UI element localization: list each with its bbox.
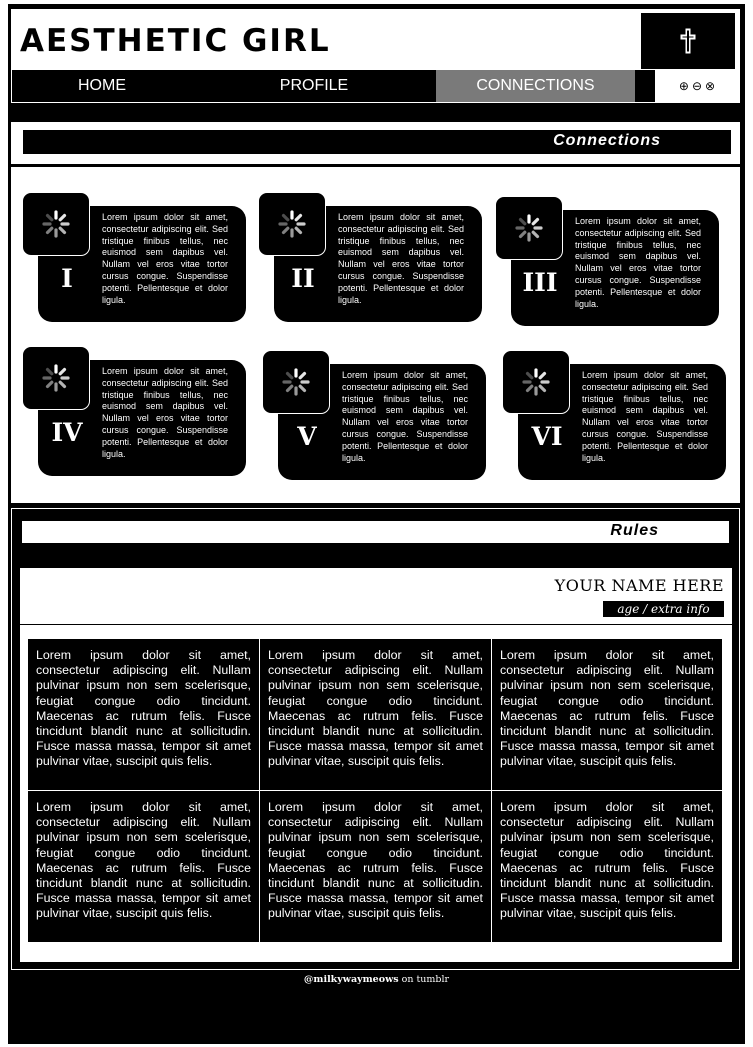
maximize-icon[interactable]: ⊕ bbox=[678, 79, 689, 93]
rules-cell: Lorem ipsum dolor sit amet, consectetur adipiscing elit. Nullam pulvinar ipsum non sem scelerisque, feugiat congue odio tincidunt. Maecenas ac rutrum felis. Fusce tincidunt blandit nunc at sollicitudin. Fusce massa massa, tempor sit amet pulvinar vitae, suscipit quis felis. bbox=[492, 639, 722, 790]
rules-cell: Lorem ipsum dolor sit amet, consectetur adipiscing elit. Nullam pulvinar ipsum non sem scelerisque, feugiat congue odio tincidunt. Maecenas ac rutrum felis. Fusce tincidunt blandit nunc at sollicitudin. Fusce massa massa, tempor sit amet pulvinar vitae, suscipit quis felis. bbox=[260, 639, 491, 790]
window-controls bbox=[655, 70, 739, 102]
connection-card[interactable] bbox=[262, 350, 486, 484]
card-numeral: III bbox=[522, 268, 558, 297]
rules-cell: Lorem ipsum dolor sit amet, consectetur adipiscing elit. Nullam pulvinar ipsum non sem scelerisque, feugiat congue odio tincidunt. Maecenas ac rutrum felis. Fusce tincidunt blandit nunc at sollicitudin. Fusce massa massa, tempor sit amet pulvinar vitae, suscipit quis felis. bbox=[28, 791, 259, 942]
page-frame bbox=[8, 4, 745, 1044]
card-numeral: IV bbox=[51, 418, 83, 447]
card-numeral: II bbox=[291, 264, 315, 293]
card-numeral: I bbox=[61, 264, 73, 293]
card-text: Lorem ipsum dolor sit amet, consectetur adipiscing elit. Sed tristique finibus tellus, nec euismod sem dapibus vel. Nullam vel eros vitae tortor cursus congue. Suspendisse potenti. Pellentesque et dolor ligula. bbox=[102, 212, 228, 305]
connections-title: Connections bbox=[553, 132, 661, 149]
rules-cell: Lorem ipsum dolor sit amet, consectetur adipiscing elit. Nullam pulvinar ipsum non sem scelerisque, feugiat congue odio tincidunt. Maecenas ac rutrum felis. Fusce tincidunt blandit nunc at sollicitudin. Fusce massa massa, tempor sit amet pulvinar vitae, suscipit quis felis. bbox=[492, 791, 722, 942]
connections-header-bar bbox=[11, 122, 740, 164]
avatar bbox=[258, 192, 326, 256]
cross-badge bbox=[641, 13, 735, 69]
rules-header-bar bbox=[22, 521, 729, 543]
loading-spinner-icon bbox=[277, 209, 307, 239]
loading-spinner-icon bbox=[41, 209, 71, 239]
rules-section bbox=[11, 508, 740, 970]
credit-footer bbox=[8, 974, 745, 985]
card-numeral: VI bbox=[531, 422, 563, 451]
nav-connections[interactable]: CONNECTIONS bbox=[436, 70, 635, 102]
card-text: Lorem ipsum dolor sit amet, consectetur adipiscing elit. Sed tristique finibus tellus, nec euismod sem dapibus vel. Nullam vel eros vitae tortor cursus congue. Suspendisse potenti. Pellentesque et dolor ligula. bbox=[342, 370, 468, 463]
avatar bbox=[22, 192, 90, 256]
minimize-icon[interactable]: ⊖ bbox=[691, 79, 703, 93]
extra-info-badge: age / extra info bbox=[603, 601, 724, 617]
profile-name: YOUR NAME HERE bbox=[554, 576, 724, 595]
avatar bbox=[22, 346, 90, 410]
connection-card[interactable] bbox=[22, 192, 246, 326]
loading-spinner-icon bbox=[41, 363, 71, 393]
card-text: Lorem ipsum dolor sit amet, consectetur adipiscing elit. Sed tristique finibus tellus, nec euismod sem dapibus vel. Nullam vel eros vitae tortor cursus congue. Suspendisse potenti. Pellentesque et dolor ligula. bbox=[575, 216, 701, 309]
connections-area bbox=[11, 167, 740, 503]
connection-card[interactable] bbox=[495, 196, 719, 330]
rules-title: Rules bbox=[610, 522, 659, 539]
connection-card[interactable] bbox=[502, 350, 726, 484]
close-icon[interactable]: ⊗ bbox=[705, 79, 716, 93]
rules-card bbox=[20, 568, 732, 962]
rules-grid bbox=[28, 639, 722, 943]
connection-card[interactable] bbox=[258, 192, 482, 326]
card-text: Lorem ipsum dolor sit amet, consectetur adipiscing elit. Sed tristique finibus tellus, nec euismod sem dapibus vel. Nullam vel eros vitae tortor cursus congue. Suspendisse potenti. Pellentesque et dolor ligula. bbox=[338, 212, 464, 305]
credit-suffix: on tumblr bbox=[398, 974, 450, 985]
latin-cross-icon bbox=[680, 28, 696, 54]
header bbox=[11, 9, 740, 73]
card-text: Lorem ipsum dolor sit amet, consectetur adipiscing elit. Sed tristique finibus tellus, nec euismod sem dapibus vel. Nullam vel eros vitae tortor cursus congue. Suspendisse potenti. Pellentesque et dolor ligula. bbox=[102, 366, 228, 459]
loading-spinner-icon bbox=[514, 213, 544, 243]
main-nav bbox=[11, 69, 740, 103]
loading-spinner-icon bbox=[521, 367, 551, 397]
nav-profile[interactable]: PROFILE bbox=[279, 77, 349, 94]
divider bbox=[20, 624, 732, 625]
loading-spinner-icon bbox=[281, 367, 311, 397]
card-numeral: V bbox=[297, 422, 317, 451]
nav-home[interactable]: HOME bbox=[78, 77, 126, 94]
connection-card[interactable] bbox=[22, 346, 246, 480]
avatar bbox=[495, 196, 563, 260]
credit-handle-link[interactable]: @milkywaymeows bbox=[303, 974, 399, 985]
site-title: AESTHETIC GIRL bbox=[20, 23, 331, 59]
rules-cell: Lorem ipsum dolor sit amet, consectetur adipiscing elit. Nullam pulvinar ipsum non sem scelerisque, feugiat congue odio tincidunt. Maecenas ac rutrum felis. Fusce tincidunt blandit nunc at sollicitudin. Fusce massa massa, tempor sit amet pulvinar vitae, suscipit quis felis. bbox=[28, 639, 259, 790]
avatar bbox=[262, 350, 330, 414]
card-text: Lorem ipsum dolor sit amet, consectetur adipiscing elit. Sed tristique finibus tellus, nec euismod sem dapibus vel. Nullam vel eros vitae tortor cursus congue. Suspendisse potenti. Pellentesque et dolor ligula. bbox=[582, 370, 708, 463]
avatar bbox=[502, 350, 570, 414]
rules-cell: Lorem ipsum dolor sit amet, consectetur adipiscing elit. Nullam pulvinar ipsum non sem scelerisque, feugiat congue odio tincidunt. Maecenas ac rutrum felis. Fusce tincidunt blandit nunc at sollicitudin. Fusce massa massa, tempor sit amet pulvinar vitae, suscipit quis felis. bbox=[260, 791, 491, 942]
